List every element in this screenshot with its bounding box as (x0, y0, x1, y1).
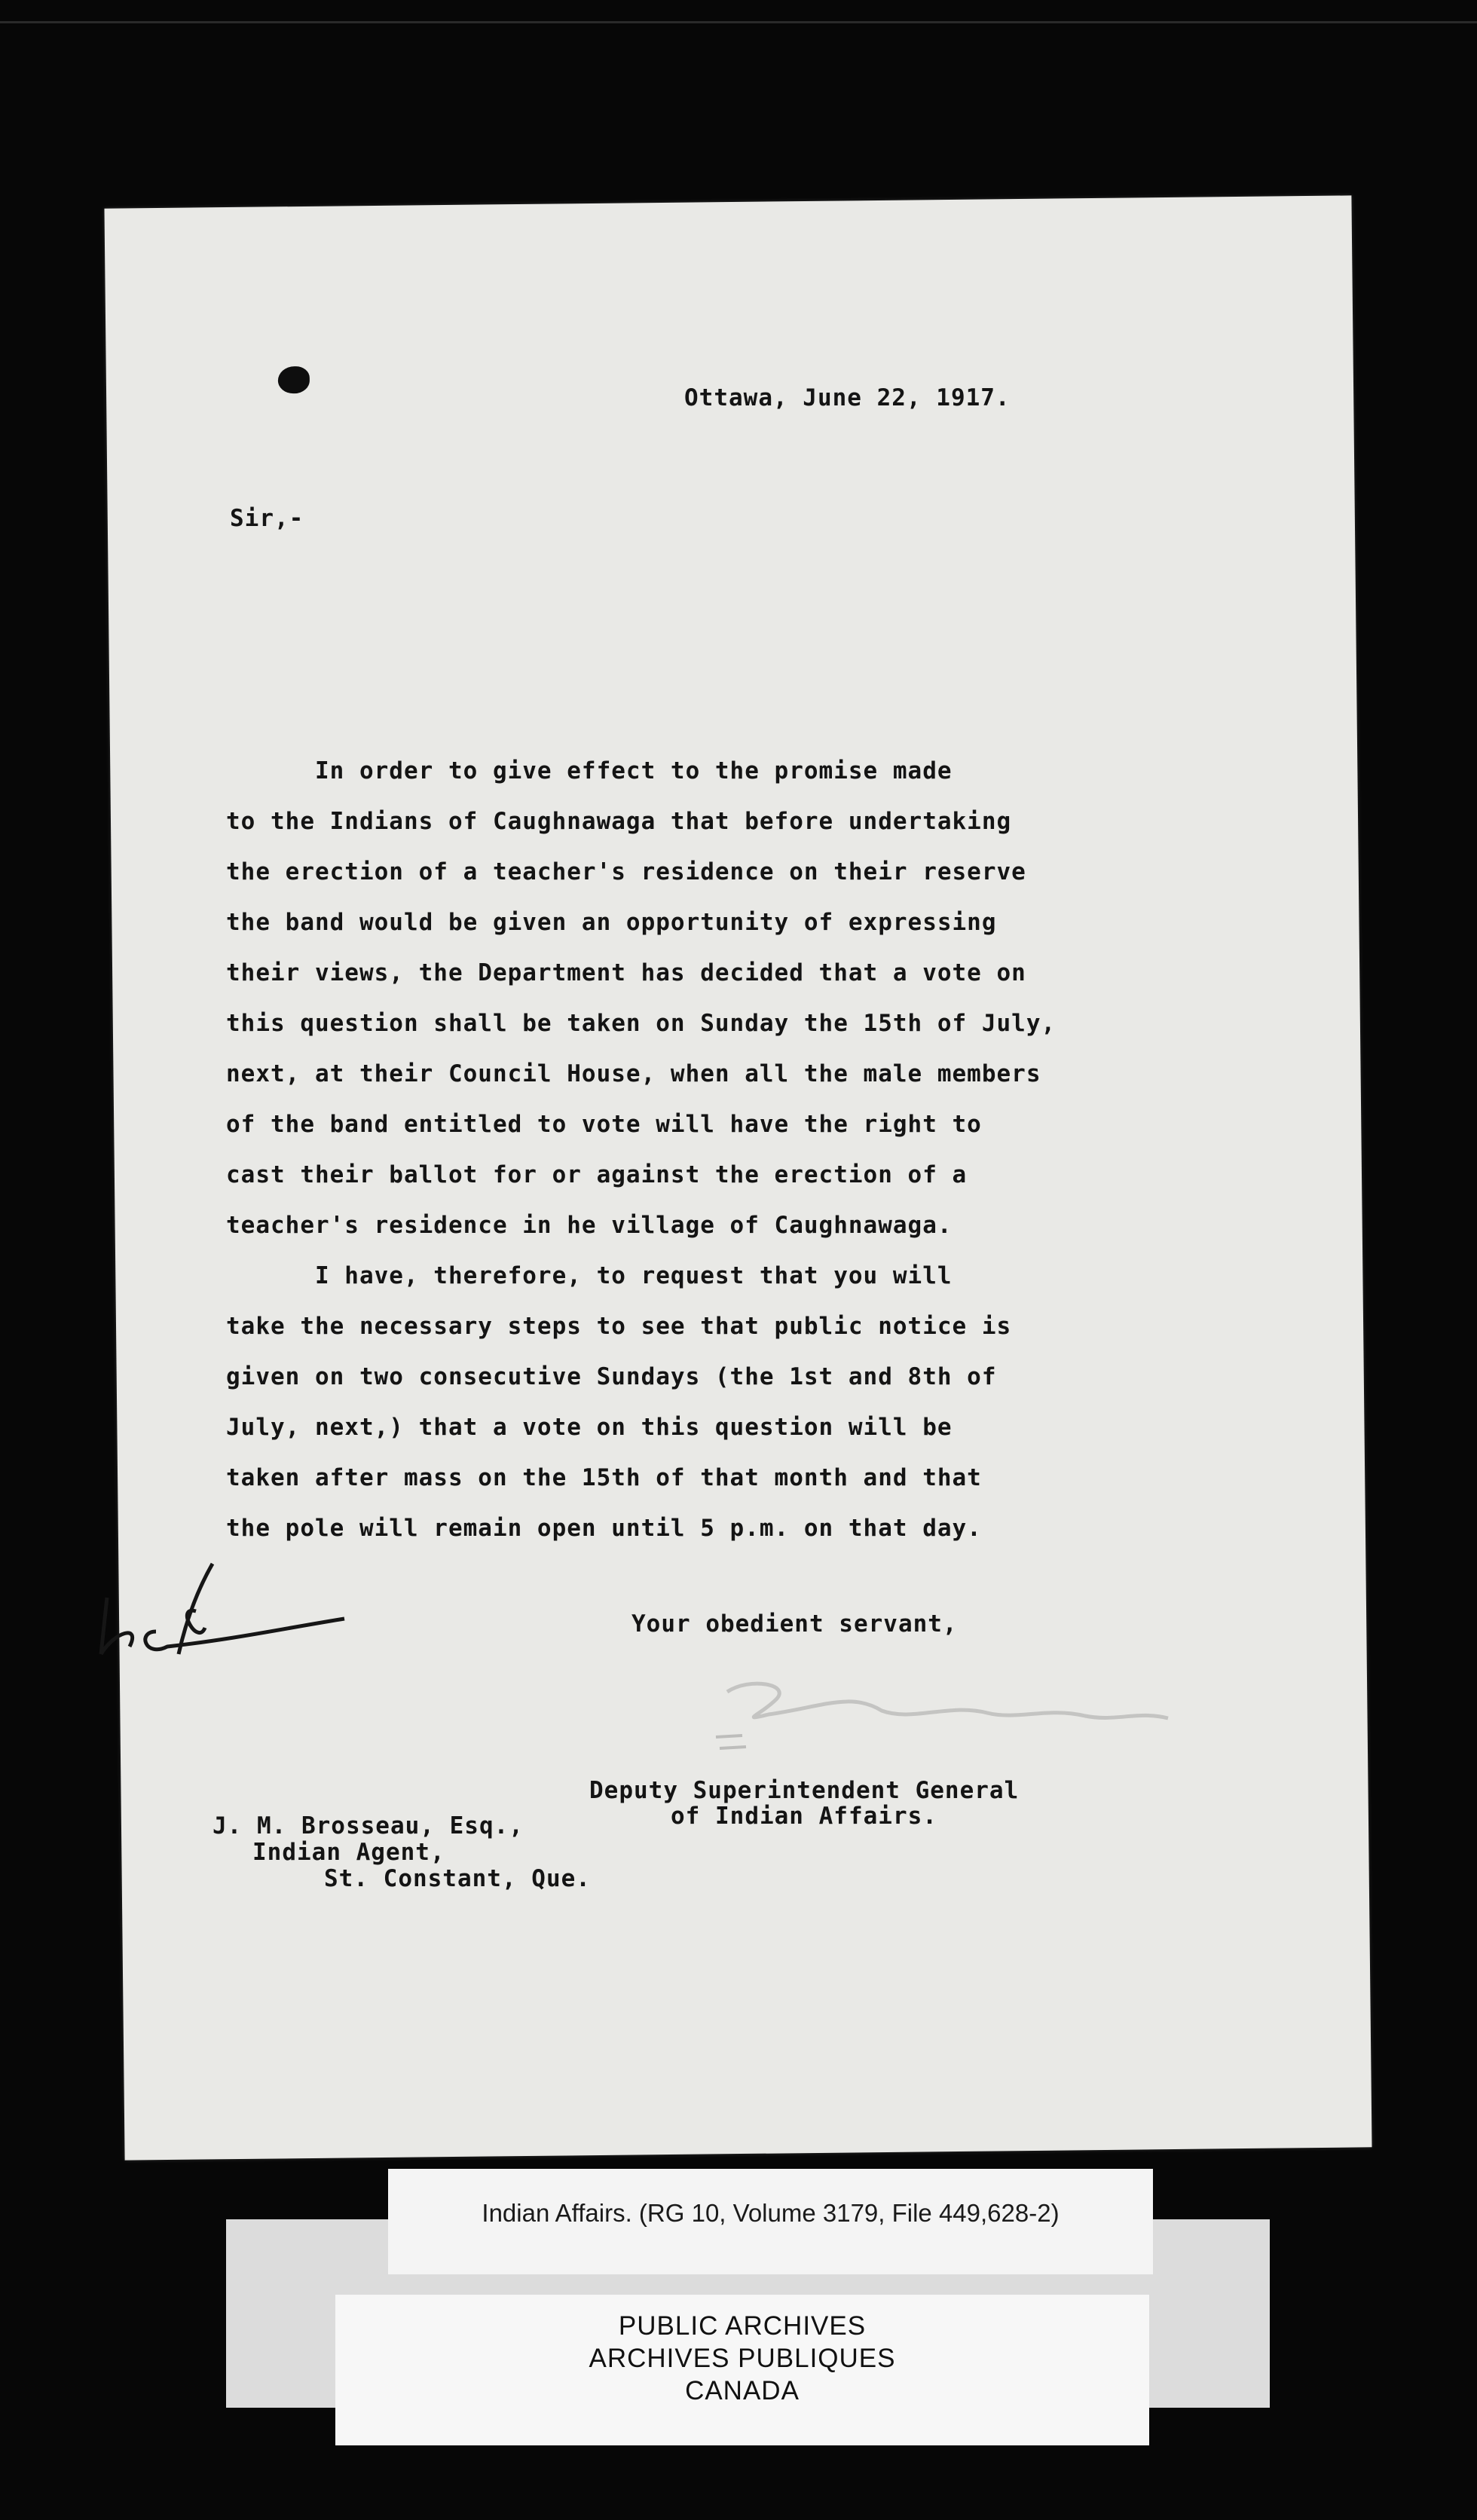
body-line: teacher's residence in he village of Caughnawaga. (226, 1212, 953, 1239)
body-line: July, next,) that a vote on this question will be (226, 1414, 953, 1441)
letter-closing: Your obedient servant, (631, 1610, 958, 1638)
addressee-title: Indian Agent, (252, 1839, 445, 1866)
body-line: to the Indians of Caughnawaga that before undertaking (226, 808, 1012, 835)
body-line: next, at their Council House, when all the male members (226, 1060, 1041, 1087)
addressee-location: St. Constant, Que. (324, 1865, 591, 1892)
signature-title-line-2: of Indian Affairs. (671, 1803, 937, 1830)
body-line: cast their ballot for or against the erection of a (226, 1161, 968, 1188)
stamp-line-canada: CANADA (685, 2376, 800, 2405)
letter-dateline: Ottawa, June 22, 1917. (684, 384, 1011, 411)
faint-signature (595, 1677, 1198, 1767)
stamp-line-public-archives: PUBLIC ARCHIVES (618, 2311, 867, 2341)
body-line: take the necessary steps to see that public notice is (226, 1313, 1012, 1340)
archive-stamp (335, 2295, 1149, 2445)
body-line: In order to give effect to the promise made (226, 757, 953, 784)
body-line: I have, therefore, to request that you will (226, 1262, 953, 1289)
handwritten-initials (84, 1560, 371, 1688)
body-line: of the band entitled to vote will have the right to (226, 1111, 982, 1138)
body-line: the band would be given an opportunity of expressing (226, 909, 997, 936)
body-line: this question shall be taken on Sunday the 15th of July, (226, 1010, 1057, 1037)
scan-top-rule (0, 21, 1477, 23)
stamp-line-archives-publiques: ARCHIVES PUBLIQUES (589, 2344, 896, 2373)
body-line: their views, the Department has decided that a vote on (226, 959, 1026, 986)
letter-salutation: Sir,- (230, 505, 304, 532)
body-line: given on two consecutive Sundays (the 1st and 8th of (226, 1363, 997, 1390)
signature-title-line-1: Deputy Superintendent General (589, 1777, 1020, 1804)
addressee-name: J. M. Brosseau, Esq., (213, 1812, 524, 1840)
ink-blot (278, 366, 310, 393)
body-line: the pole will remain open until 5 p.m. on that day. (226, 1515, 982, 1542)
archive-reference-label (388, 2169, 1153, 2274)
body-line: taken after mass on the 15th of that month and that (226, 1464, 982, 1491)
body-line: the erection of a teacher's residence on their reserve (226, 858, 1026, 885)
archive-reference: Indian Affairs. (RG 10, Volume 3179, File 449,628-2) (482, 2199, 1060, 2227)
